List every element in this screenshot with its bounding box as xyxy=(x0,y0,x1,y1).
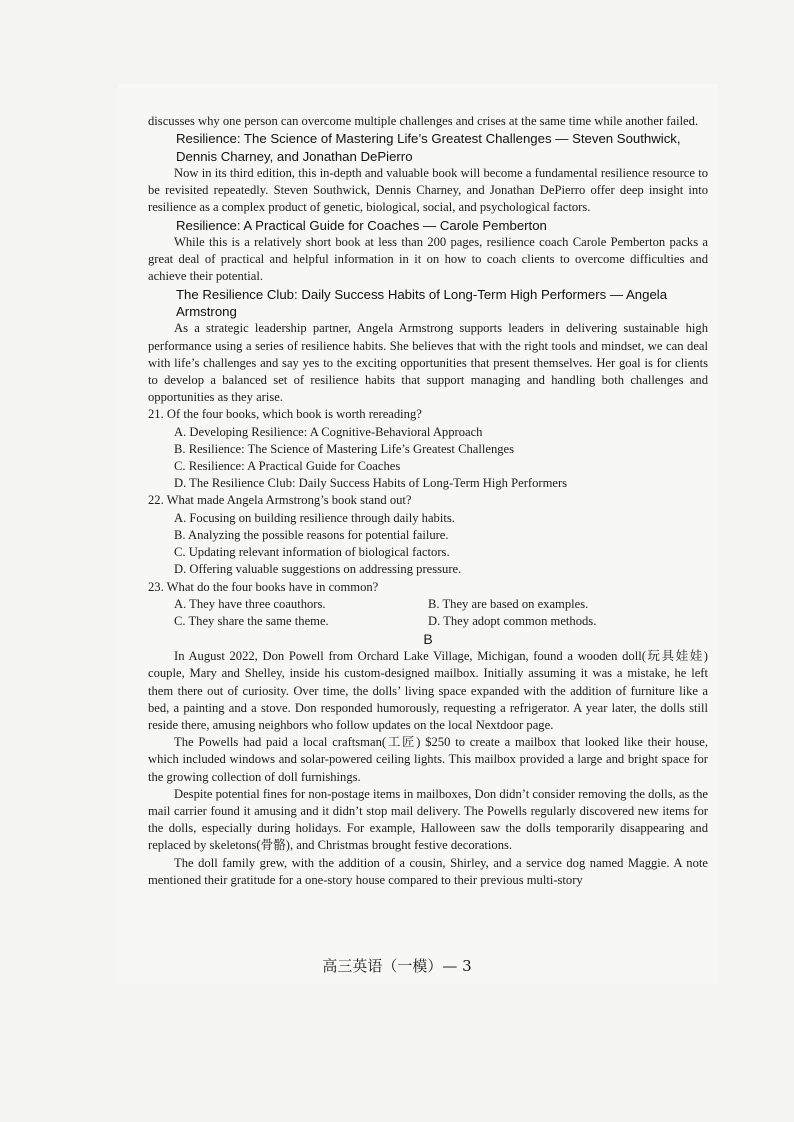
book-description-armstrong: As a strategic leadership partner, Angela Armstrong supports leaders in delivering sustainable high performance using a series of resilience habits. She believes that with the right tools and mindset, we can deal with life’s challenges and say yes to the exciting opportunities that present themselves. Her goal is for clients to develop a balanced set of resilience habits that support managing and handling both challenges and opportunities as they arise. xyxy=(148,321,708,405)
option-b: B. Analyzing the possible reasons for potential failure. xyxy=(174,527,449,542)
option-d: D. Offering valuable suggestions on addressing pressure. xyxy=(174,562,462,577)
question-stem: 23. What do the four books have in common? xyxy=(148,579,379,594)
option-row-cd xyxy=(148,613,708,630)
option-b: B. Resilience: The Science of Mastering Life’s Greatest Challenges xyxy=(174,441,515,456)
page-footer: 高三英语（一模）— 3 xyxy=(322,957,472,975)
option-c: C. Resilience: A Practical Guide for Coaches xyxy=(174,459,401,474)
option-c: C. Updating relevant information of biological factors. xyxy=(174,545,450,560)
option-b: B. They are based on examples. xyxy=(428,596,589,611)
option-a: A. Developing Resilience: A Cognitive-Behavioral Approach xyxy=(174,424,483,439)
option-row-ab xyxy=(148,596,708,613)
question-stem: 22. What made Angela Armstrong’s book stand out? xyxy=(148,493,412,508)
section-b-paragraph-1: In August 2022, Don Powell from Orchard Lake Village, Michigan, found a wooden doll(玩具娃娃) couple, Mary and Shelley, inside his custom-designed mailbox. Initially assuming it was a mistake, he left them there out of curiosity. Over time, the dolls’ living space expanded with the addition of furniture like a bed, a painting and a stove. Don responded humorously, requesting a refrigerator. A year later, the dolls still reside there, amusing neighbors who follow updates on the local Nextdoor page. xyxy=(148,649,708,732)
section-b-paragraph-3: Despite potential fines for non-postage items in mailboxes, Don didn’t consider removing the dolls, as the mail carrier found it amusing and it didn’t stop mail delivery. The Powells regularly discovered new items for the dolls, especially during holidays. For example, Halloween saw the dolls temporarily disappearing and replaced by skeletons(骨骼), and Christmas brought festive decorations. xyxy=(148,786,708,853)
book-title-armstrong: The Resilience Club: Daily Success Habits of Long-Term High Performers — Angela Armstrong xyxy=(176,286,668,320)
option-d: D. The Resilience Club: Daily Success Habits of Long-Term High Performers xyxy=(174,476,568,491)
book-title-southwick: Resilience: The Science of Mastering Life’s Greatest Challenges — Steven Southwick, Dennis Charney, and Jonathan DePierro xyxy=(176,131,681,164)
option-a: A. They have three coauthors. xyxy=(174,596,326,611)
question-21 xyxy=(148,406,708,492)
question-23 xyxy=(148,579,708,631)
section-b-paragraph-4: The doll family grew, with the addition of a cousin, Shirley, and a service dog named Maggie. A note mentioned their gratitude for a one-story house compared to their previous multi-story xyxy=(148,855,708,887)
question-stem: 21. Of the four books, which book is worth rereading? xyxy=(148,407,422,422)
option-c: C. They share the same theme. xyxy=(174,613,329,628)
passage-a-intro-tail: discusses why one person can overcome multiple challenges and crises at the same time while another failed. xyxy=(148,114,699,128)
book-description-southwick: Now in its third edition, this in-depth and valuable book will become a fundamental resilience resource to be revisited repeatedly. Steven Southwick, Dennis Charney, and Jonathan DePierro offer deep insight into resilience as a complex product of genetic, biological, social, and psychological factors. xyxy=(148,166,708,215)
option-a: A. Focusing on building resilience through daily habits. xyxy=(174,510,455,525)
section-b-heading: B xyxy=(423,631,433,648)
book-title-pemberton: Resilience: A Practical Guide for Coaches — Carole Pemberton xyxy=(176,217,547,233)
page-content xyxy=(148,113,708,889)
book-description-pemberton: While this is a relatively short book at less than 200 pages, resilience coach Carole Pemberton packs a great deal of practical and helpful information in it on how to coach clients to overcome difficulties and achieve their potential. xyxy=(148,235,708,284)
section-b-paragraph-2: The Powells had paid a local craftsman(工匠) $250 to create a mailbox that looked like their house, which included windows and solar-powered ceiling lights. This mailbox provided a large and bright space for the growing collection of doll furnishings. xyxy=(148,735,708,784)
option-d: D. They adopt common methods. xyxy=(428,613,597,628)
question-22 xyxy=(148,492,708,578)
